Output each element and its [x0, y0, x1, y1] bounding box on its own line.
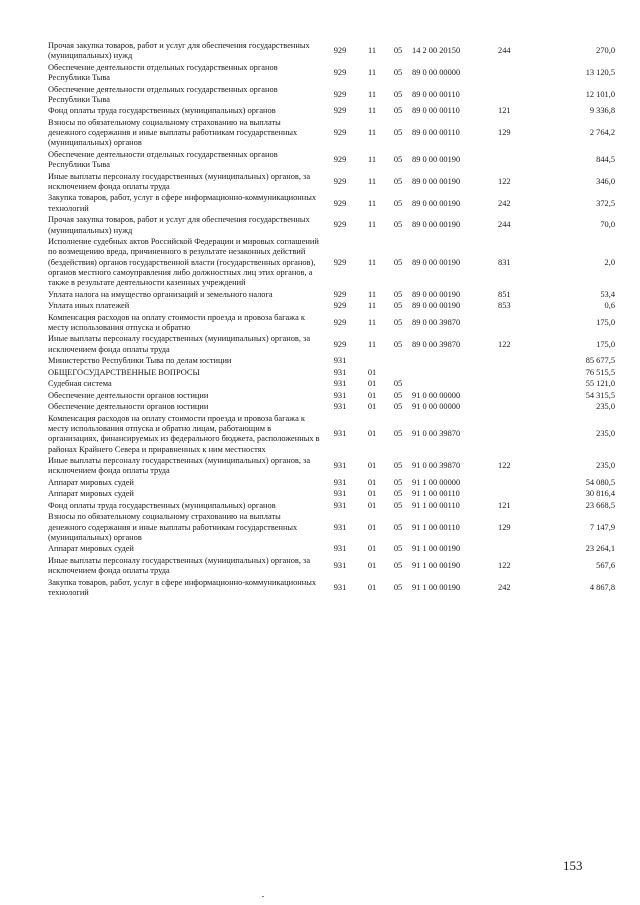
row-target-article-code: 91 1 00 00190 [412, 560, 461, 570]
row-target-article-code: 91 1 00 00110 [412, 489, 460, 499]
row-amount: 2,0 [604, 257, 615, 267]
row-expense-type-code [498, 62, 530, 84]
row-amount: 567,6 [596, 560, 615, 570]
table-row [48, 300, 615, 311]
row-expense-type-code [498, 311, 530, 333]
row-grbs-code: 929 [333, 46, 347, 56]
row-amount: 30 816,4 [585, 489, 615, 499]
row-section-code: 01 [367, 560, 377, 570]
row-grbs-code: 929 [333, 128, 347, 138]
row-name: Обеспечение деятельности отдельных государственных органов Республики Тыва [48, 62, 278, 83]
table-row [48, 401, 615, 412]
row-subsection-code: 05 [393, 106, 403, 116]
row-subsection-code: 05 [393, 67, 403, 77]
row-grbs-code: 929 [333, 106, 347, 116]
row-section-code: 11 [367, 339, 377, 349]
row-amount: 2 764,2 [589, 128, 615, 138]
budget-table [48, 41, 615, 598]
page-number: 153 [563, 858, 583, 873]
row-name: Закупка товаров, работ, услуг в сфере информационно-коммуникационных технологий [48, 193, 317, 213]
row-amount: 70,0 [600, 220, 615, 230]
row-target-article-code: 89 0 00 00110 [412, 106, 460, 116]
row-subsection-code: 05 [393, 477, 403, 487]
table-row [48, 477, 615, 488]
row-name: Аппарат мировых судей [48, 544, 134, 554]
row-name: Обеспечение деятельности органов юстиции [48, 402, 209, 412]
row-target-article-code: 89 0 00 00110 [412, 128, 460, 138]
row-expense-type-code: 121 [498, 106, 511, 116]
row-section-code: 11 [367, 220, 377, 230]
row-expense-type-code [498, 390, 530, 401]
row-expense-type-code: 122 [498, 176, 511, 186]
row-section-code: 01 [367, 500, 377, 510]
row-subsection-code: 05 [393, 128, 403, 138]
row-name: Уплата налога на имущество организаций и земельного налога [48, 289, 273, 299]
row-subsection-code: 05 [393, 544, 403, 554]
row-expense-type-code [498, 378, 530, 389]
row-amount: 23 668,5 [585, 500, 615, 510]
row-target-article-code: 91 0 00 00000 [412, 402, 461, 412]
row-subsection-code: 05 [393, 155, 403, 165]
row-grbs-code: 929 [333, 257, 347, 267]
row-target-article-code: 14 2 00 20150 [412, 46, 461, 56]
row-target-article-code: 89 0 00 00190 [412, 198, 461, 208]
table-row [48, 311, 615, 333]
row-name: Обеспечение деятельности органов юстиции [48, 390, 209, 400]
row-section-code: 11 [367, 289, 377, 299]
row-subsection-code: 05 [393, 379, 403, 389]
row-grbs-code: 929 [333, 67, 347, 77]
row-section-code: 11 [367, 128, 377, 138]
row-subsection-code [384, 367, 412, 378]
row-subsection-code: 05 [393, 489, 403, 499]
row-name: Фонд оплаты труда государственных (муниципальных) органов [48, 500, 276, 510]
row-subsection-code: 05 [393, 390, 403, 400]
row-amount: 235,0 [596, 461, 615, 471]
row-section-code: 01 [367, 367, 377, 377]
row-section-code [360, 355, 384, 366]
row-grbs-code: 931 [333, 582, 347, 592]
row-name: Компенсация расходов на оплату стоимости проезда и провоза багажа к месту использования отпуска и обратно лицам, работающим в организациях, финансируемых из федерального бюджета, расположенных в районах Крайнего Севера и приравненных к ним местностях [48, 413, 320, 454]
row-name: Аппарат мировых судей [48, 489, 134, 499]
row-target-article-code: 89 0 00 00190 [412, 155, 461, 165]
row-name: Прочая закупка товаров, работ и услуг для обеспечения государственных (муниципальных) нужд [48, 215, 310, 235]
row-subsection-code: 05 [393, 176, 403, 186]
table-row [48, 171, 615, 193]
table-row [48, 543, 615, 554]
row-amount: 270,0 [596, 46, 615, 56]
row-name: Закупка товаров, работ, услуг в сфере информационно-коммуникационных технологий [48, 577, 317, 597]
row-expense-type-code [498, 477, 530, 488]
row-expense-type-code [498, 543, 530, 554]
table-row [48, 117, 615, 149]
row-target-article-code: 91 0 00 00000 [412, 390, 461, 400]
row-grbs-code: 931 [333, 390, 347, 400]
table-row [48, 83, 615, 105]
row-expense-type-code [498, 355, 530, 366]
row-target-article-code: 91 1 00 00190 [412, 544, 461, 554]
budget-table-body [48, 41, 615, 598]
row-subsection-code: 05 [393, 257, 403, 267]
row-grbs-code: 931 [333, 402, 347, 412]
row-name: Министерство Республики Тыва по делам юстиции [48, 356, 232, 366]
row-grbs-code: 929 [333, 317, 347, 327]
row-subsection-code: 05 [393, 301, 403, 311]
row-expense-type-code: 242 [498, 582, 511, 592]
row-subsection-code: 05 [393, 429, 403, 439]
row-amount: 55 121,0 [585, 379, 615, 389]
row-section-code: 01 [367, 390, 377, 400]
row-amount: 54 080,5 [585, 477, 615, 487]
row-expense-type-code [498, 149, 530, 171]
row-amount: 12 101,0 [585, 89, 615, 99]
row-expense-type-code: 853 [498, 301, 511, 311]
row-grbs-code: 929 [333, 339, 347, 349]
row-section-code: 11 [367, 46, 377, 56]
row-expense-type-code: 244 [498, 46, 511, 56]
table-row [48, 289, 615, 300]
row-target-article-code: 89 0 00 00190 [412, 301, 461, 311]
row-subsection-code: 05 [393, 46, 403, 56]
table-row [48, 576, 615, 598]
row-target-article-code: 89 0 00 39870 [412, 339, 461, 349]
row-amount: 76 515,5 [585, 367, 615, 377]
row-expense-type-code [498, 401, 530, 412]
row-section-code: 01 [367, 477, 377, 487]
row-name: Взносы по обязательному социальному страхованию на выплаты денежного содержания и иные выплаты работникам государственных (муниципальных) органов [48, 117, 298, 148]
row-name: Судебная система [48, 379, 112, 389]
row-name: Иные выплаты персоналу государственных (муниципальных) органов, за исключением фонда оплаты труда [48, 334, 311, 354]
row-grbs-code: 929 [333, 89, 347, 99]
row-target-article-code: 91 1 00 00190 [412, 582, 461, 592]
table-row [48, 62, 615, 84]
row-section-code: 11 [367, 176, 377, 186]
row-amount: 53,4 [600, 289, 615, 299]
row-name: Уплата иных платежей [48, 301, 130, 311]
row-grbs-code: 929 [333, 155, 347, 165]
row-target-article-code: 89 0 00 00190 [412, 257, 461, 267]
row-expense-type-code [498, 83, 530, 105]
row-amount: 23 264,1 [585, 544, 615, 554]
row-target-article-code: 89 0 00 00190 [412, 289, 461, 299]
row-expense-type-code [498, 367, 530, 378]
row-name: Иные выплаты персоналу государственных (муниципальных) органов, за исключением фонда оплаты труда [48, 555, 311, 576]
row-target-article-code: 91 1 00 00000 [412, 477, 461, 487]
row-name: Обеспечение деятельности отдельных государственных органов Республики Тыва [48, 149, 278, 170]
row-subsection-code: 05 [393, 461, 403, 471]
row-name: Взносы по обязательному социальному страхованию на выплаты денежного содержания и иные выплаты работникам государственных (муниципальных) органов [48, 512, 298, 542]
row-grbs-code: 931 [333, 367, 347, 377]
row-section-code: 11 [367, 317, 377, 327]
row-amount: 7 147,9 [589, 522, 615, 532]
row-expense-type-code: 122 [498, 461, 511, 471]
scan-mark [262, 896, 264, 897]
table-row [48, 355, 615, 366]
row-target-article-code: 91 1 00 00110 [412, 522, 460, 532]
row-amount: 235,0 [596, 402, 615, 412]
row-name: Аппарат мировых судей [48, 477, 134, 487]
row-amount: 235,0 [596, 429, 615, 439]
row-section-code: 01 [367, 522, 377, 532]
row-amount: 0,6 [604, 301, 615, 311]
row-section-code: 11 [367, 67, 377, 77]
row-target-article-code: 89 0 00 00000 [412, 67, 461, 77]
table-row [48, 367, 615, 378]
row-amount: 54 315,5 [585, 390, 615, 400]
row-grbs-code: 929 [333, 220, 347, 230]
row-subsection-code: 05 [393, 500, 403, 510]
row-target-article-code [412, 367, 498, 378]
row-expense-type-code: 851 [498, 289, 511, 299]
table-row [48, 390, 615, 401]
row-expense-type-code: 122 [498, 560, 511, 570]
row-section-code: 01 [367, 379, 377, 389]
row-grbs-code: 931 [333, 500, 347, 510]
row-expense-type-code: 831 [498, 257, 511, 267]
row-name: Компенсация расходов на оплату стоимости проезда и провоза багажа к месту использования отпуска и обратно [48, 312, 305, 332]
row-amount: 4 867,8 [589, 582, 615, 592]
table-row [48, 214, 615, 236]
row-expense-type-code: 129 [498, 522, 511, 532]
row-amount: 9 336,8 [589, 106, 615, 116]
table-row [48, 500, 615, 511]
row-amount: 844,5 [596, 155, 615, 165]
row-name: Иные выплаты персоналу государственных (муниципальных) органов, за исключением фонда оплаты труда [48, 171, 311, 191]
row-grbs-code: 931 [333, 356, 347, 366]
row-amount: 346,0 [596, 176, 615, 186]
table-row [48, 192, 615, 214]
row-name: Иные выплаты персоналу государственных (муниципальных) органов, за исключением фонда оплаты труда [48, 456, 311, 476]
row-grbs-code: 931 [333, 560, 347, 570]
row-subsection-code: 05 [393, 317, 403, 327]
row-grbs-code: 931 [333, 379, 347, 389]
table-row [48, 488, 615, 499]
row-grbs-code: 929 [333, 176, 347, 186]
row-expense-type-code: 122 [498, 339, 511, 349]
row-amount: 13 120,5 [585, 67, 615, 77]
row-grbs-code: 931 [333, 477, 347, 487]
table-row [48, 378, 615, 389]
row-target-article-code: 89 0 00 39870 [412, 317, 461, 327]
row-grbs-code: 931 [333, 522, 347, 532]
table-row [48, 105, 615, 116]
row-subsection-code: 05 [393, 289, 403, 299]
row-grbs-code: 931 [333, 461, 347, 471]
row-section-code: 01 [367, 402, 377, 412]
row-subsection-code: 05 [393, 522, 403, 532]
row-subsection-code [384, 355, 412, 366]
table-row [48, 333, 615, 355]
row-target-article-code [412, 355, 498, 366]
row-subsection-code: 05 [393, 560, 403, 570]
row-grbs-code: 931 [333, 489, 347, 499]
row-section-code: 11 [367, 257, 377, 267]
table-row [48, 455, 615, 477]
row-grbs-code: 931 [333, 544, 347, 554]
row-amount: 85 677,5 [585, 356, 615, 366]
row-expense-type-code: 242 [498, 198, 511, 208]
row-amount: 372,5 [596, 198, 615, 208]
row-subsection-code: 05 [393, 339, 403, 349]
row-section-code: 11 [367, 89, 377, 99]
row-expense-type-code: 244 [498, 220, 511, 230]
row-section-code: 11 [367, 301, 377, 311]
row-subsection-code: 05 [393, 402, 403, 412]
row-section-code: 01 [367, 544, 377, 554]
table-row [48, 555, 615, 577]
row-subsection-code: 05 [393, 582, 403, 592]
row-grbs-code: 929 [333, 289, 347, 299]
row-section-code: 01 [367, 489, 377, 499]
row-target-article-code: 89 0 00 00190 [412, 176, 461, 186]
row-grbs-code: 929 [333, 198, 347, 208]
row-section-code: 01 [367, 461, 377, 471]
row-name: Исполнение судебных актов Российской Федерации и мировых соглашений по возмещению вреда, причиненного в результате незаконных действий (бездействия) органов государственной власти (государственных органов), органов местного самоуправления либо должностных лиц этих органов, а также в результате деятельности казенных учреждений [48, 237, 319, 288]
row-name: Обеспечение деятельности отдельных государственных органов Республики Тыва [48, 84, 278, 104]
row-target-article-code: 89 0 00 00190 [412, 220, 461, 230]
row-subsection-code: 05 [393, 198, 403, 208]
row-section-code: 01 [367, 582, 377, 592]
row-name: Фонд оплаты труда государственных (муниципальных) органов [48, 106, 276, 116]
row-subsection-code: 05 [393, 220, 403, 230]
row-grbs-code: 931 [333, 429, 347, 439]
row-expense-type-code: 121 [498, 500, 511, 510]
row-expense-type-code [498, 412, 530, 454]
table-row [48, 412, 615, 454]
row-amount: 175,0 [596, 339, 615, 349]
table-row [48, 149, 615, 171]
row-section-code: 11 [367, 198, 377, 208]
row-expense-type-code: 129 [498, 128, 511, 138]
row-amount: 175,0 [596, 317, 615, 327]
row-expense-type-code [498, 488, 530, 499]
row-section-code: 11 [367, 106, 377, 116]
row-target-article-code: 91 0 00 39870 [412, 429, 461, 439]
table-row [48, 511, 615, 543]
row-target-article-code: 89 0 00 00110 [412, 89, 460, 99]
row-grbs-code: 929 [333, 301, 347, 311]
row-section-code: 11 [367, 155, 377, 165]
row-name: ОБЩЕГОСУДАРСТВЕННЫЕ ВОПРОСЫ [48, 367, 200, 377]
row-name: Прочая закупка товаров, работ и услуг для обеспечения государственных (муниципальных) нужд [48, 41, 310, 61]
row-target-article-code: 91 0 00 39870 [412, 461, 461, 471]
row-target-article-code: 91 1 00 00110 [412, 500, 460, 510]
row-section-code: 01 [367, 429, 377, 439]
table-row [48, 236, 615, 289]
row-target-article-code [412, 378, 498, 389]
row-subsection-code: 05 [393, 89, 403, 99]
table-row [48, 41, 615, 62]
